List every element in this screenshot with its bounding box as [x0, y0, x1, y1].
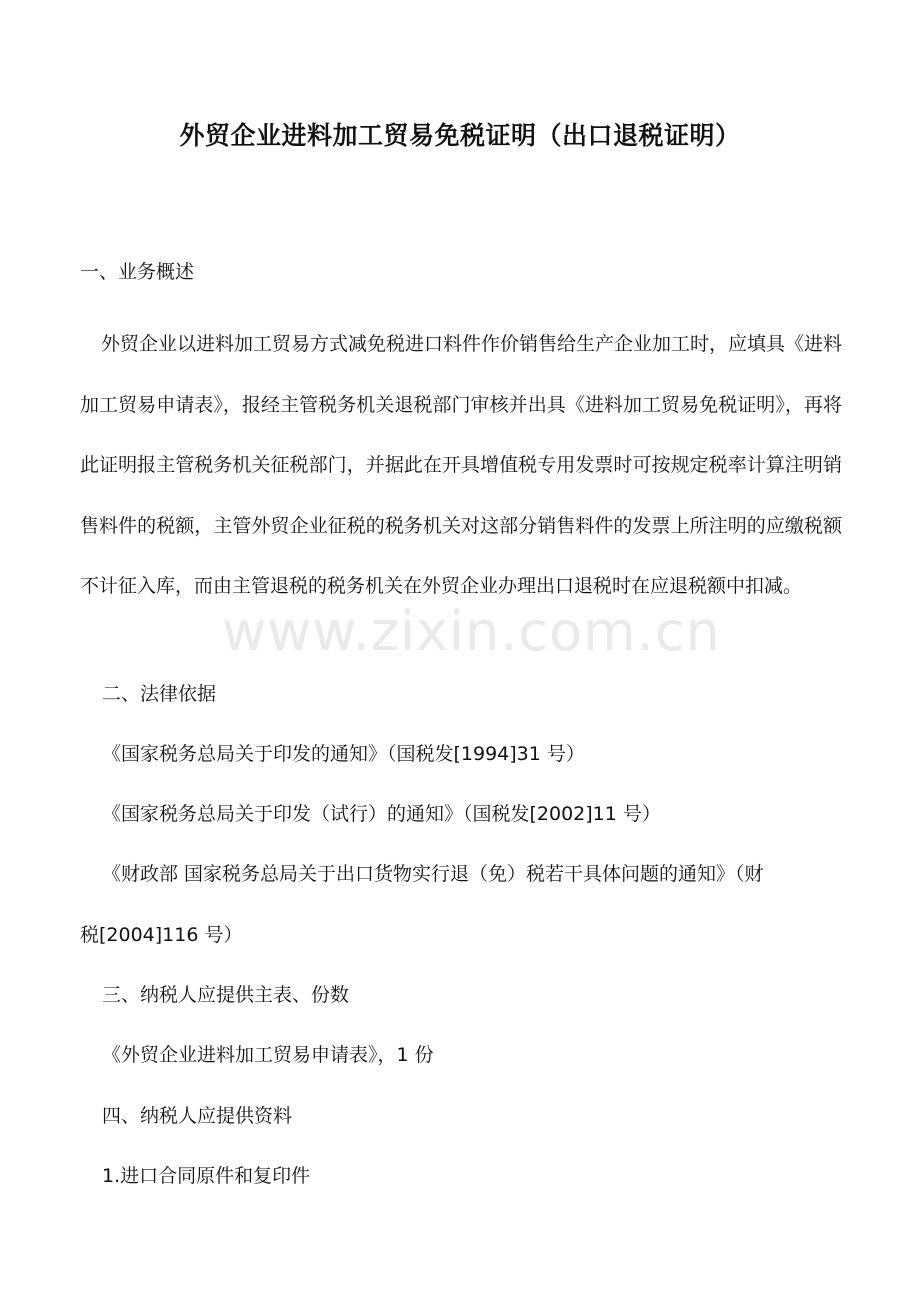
law-item: 《财政部 国家税务总局关于出口货物实行退（免）税若干具体问题的通知》（财	[102, 863, 764, 885]
overview-paragraph: 外贸企业以进料加工贸易方式减免税进口料件作价销售给生产企业加工时，应填具《进料加工贸易申请表》，报经主管税务机关退税部门审核并出具《进料加工贸易免税证明》，再将此证明报主管税务机关征税部门，并据此在开具增值税专用发票时可按规定税率计算注明销售料件的税额，主管外贸企业征税的税务机关对这部分销售料件的发票上所注明的应缴税额不计征入库，而由主管退税的税务机关在外贸企业办理出口退税时在应退税额中扣减。	[80, 333, 843, 597]
section-heading-materials: 四、纳税人应提供资料	[102, 1105, 293, 1127]
section-heading-overview: 一、业务概述	[80, 261, 195, 283]
section-heading-forms: 三、纳税人应提供主表、份数	[102, 984, 350, 1006]
form-item: 《外贸企业进料加工贸易申请表》，1 份	[102, 1044, 434, 1066]
law-item: 《国家税务总局关于印发的通知》（国税发[1994]31 号）	[102, 743, 585, 765]
document-title: 外贸企业进料加工贸易免税证明（出口退税证明）	[179, 121, 741, 150]
material-item: 1.进口合同原件和复印件	[102, 1165, 311, 1187]
law-item-continuation: 税[2004]116 号）	[80, 924, 243, 946]
watermark: www.zixin.com.cn	[222, 600, 721, 663]
law-item: 《国家税务总局关于印发（试行）的通知》（国税发[2002]11 号）	[102, 803, 661, 825]
section-heading-legal-basis: 二、法律依据	[102, 683, 217, 705]
